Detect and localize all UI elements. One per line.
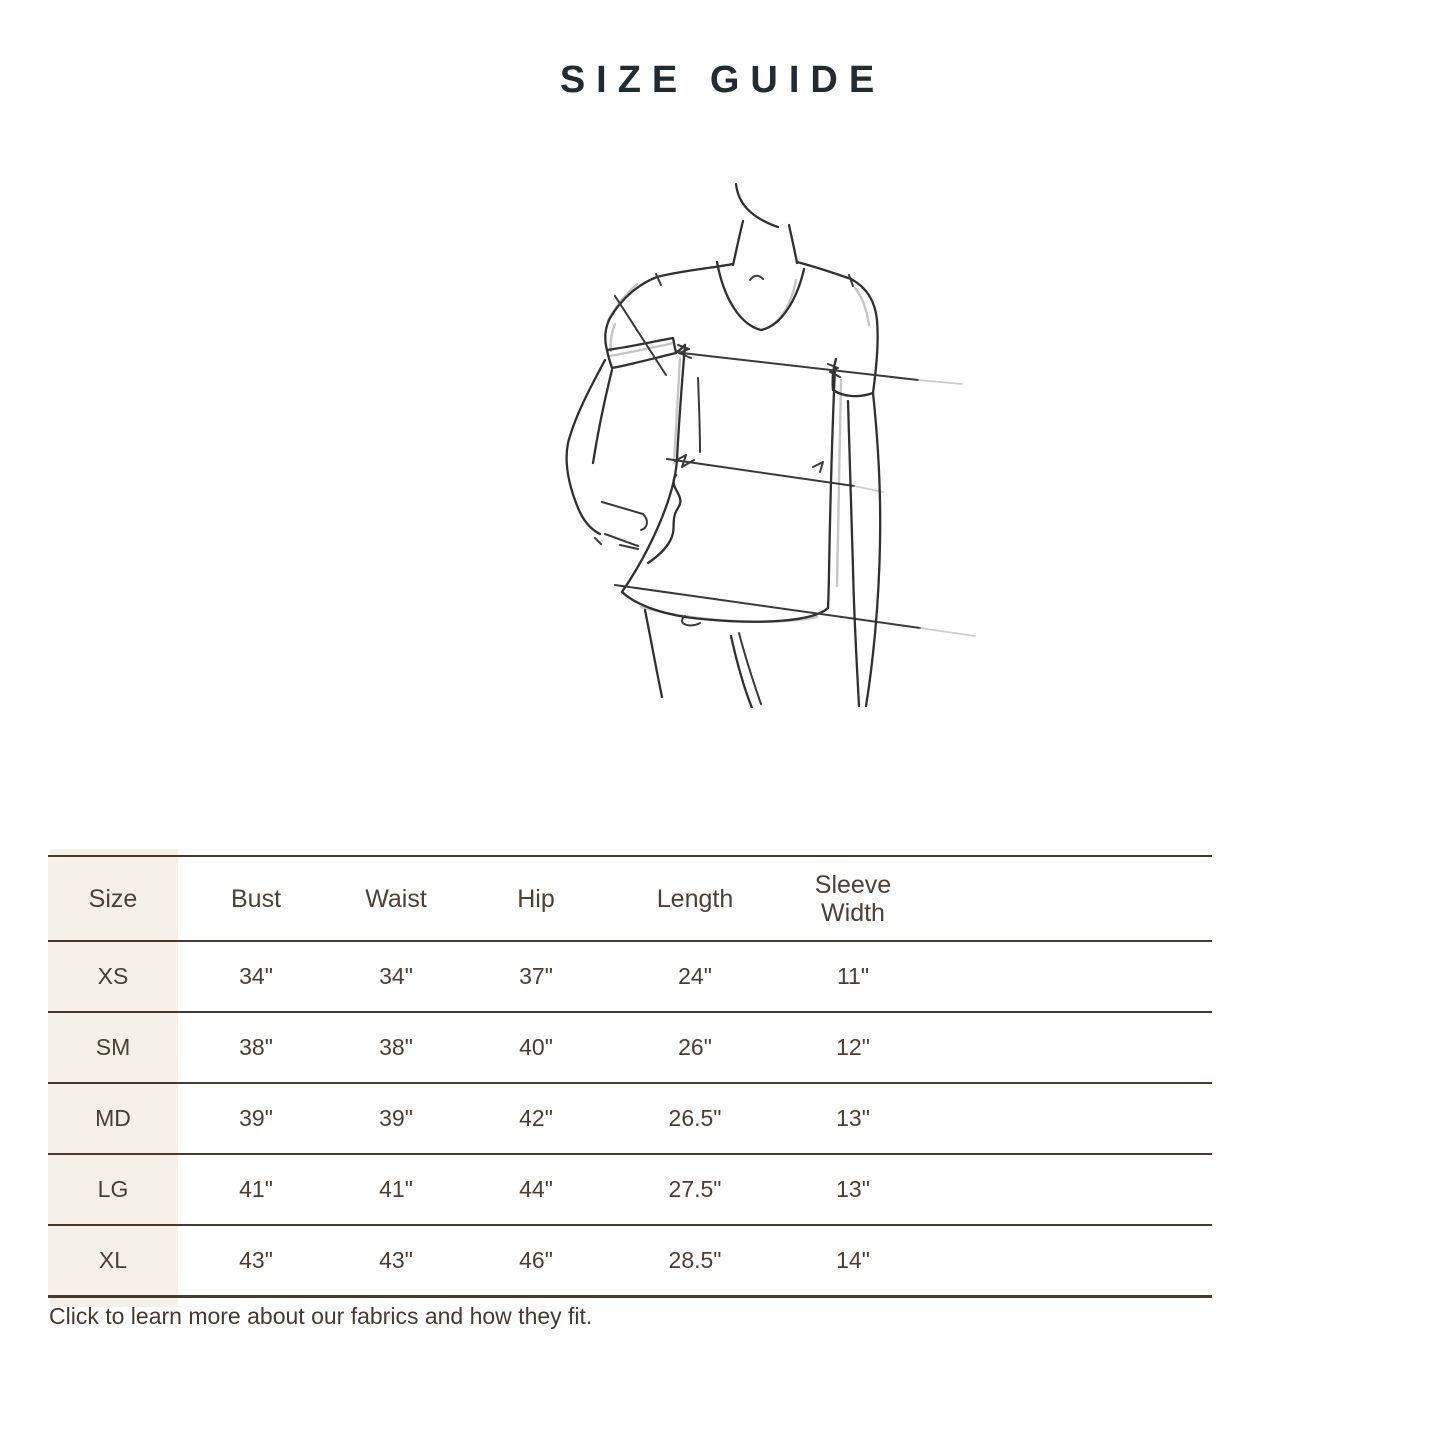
length-cell: 24" <box>678 963 712 989</box>
column-header-hip: Hip <box>517 884 555 913</box>
waist-cell: 34" <box>379 963 413 989</box>
tshirt-sketch-svg <box>545 148 1145 708</box>
size-cell: LG <box>48 1154 178 1225</box>
page-title: SIZE GUIDE <box>559 59 886 102</box>
bust-measure-line <box>678 345 962 384</box>
filler-cell <box>930 1012 1212 1083</box>
table-row-xl <box>48 1225 1212 1296</box>
hip-cell: 42" <box>519 1105 553 1131</box>
bust-cell: 41" <box>239 1176 273 1202</box>
hip-cell: 44" <box>519 1176 553 1202</box>
length-cell: 26.5" <box>668 1105 722 1131</box>
bust-cell: 34" <box>239 963 273 989</box>
size-cell: XS <box>48 941 178 1012</box>
hip-cell: 37" <box>519 963 553 989</box>
length-cell: 27.5" <box>668 1176 722 1202</box>
filler-cell <box>930 1154 1212 1225</box>
table-row-xs <box>48 941 1212 1012</box>
filler-cell <box>930 1225 1212 1296</box>
table-row-sm <box>48 1012 1212 1083</box>
size-cell: SM <box>48 1012 178 1083</box>
bust-cell: 39" <box>239 1105 273 1131</box>
sketch-left-arm-hand-on-hip <box>567 360 647 549</box>
column-header-bust: Bust <box>230 884 282 913</box>
size-guide-table <box>48 855 1212 1298</box>
column-header-length: Length <box>656 884 734 913</box>
length-cell: 28.5" <box>668 1246 722 1273</box>
waist-cell: 43" <box>379 1246 413 1273</box>
sleeve-measure-line <box>615 296 666 375</box>
length-cell: 26" <box>678 1034 712 1060</box>
hip-cell: 46" <box>519 1246 553 1273</box>
hip-cell: 40" <box>519 1034 553 1060</box>
sketch-right-arm <box>848 393 880 706</box>
sleeve-width-cell: 12" <box>836 1034 870 1060</box>
column-header-size: Size <box>48 856 178 941</box>
filler-cell <box>930 941 1212 1012</box>
fabrics-info-link[interactable]: Click to learn more about our fabrics and how they fit. <box>49 1303 593 1329</box>
sleeve-width-cell: 11" <box>836 963 870 989</box>
column-header-filler <box>930 856 1212 941</box>
waist-cell: 41" <box>379 1176 413 1202</box>
column-header-sleeve-width: Sleeve Width <box>814 870 892 927</box>
filler-cell <box>930 1083 1212 1154</box>
column-header-waist: Waist <box>365 884 427 913</box>
hip-measure-line <box>615 585 975 636</box>
size-cell: XL <box>48 1225 178 1296</box>
sketch-neck <box>733 184 797 280</box>
table-header-row <box>48 856 1212 941</box>
size-cell: MD <box>48 1083 178 1154</box>
table-row-lg <box>48 1154 1212 1225</box>
sleeve-width-cell: 13" <box>836 1105 870 1131</box>
sketch-legs <box>645 610 761 708</box>
bust-cell: 43" <box>239 1246 273 1273</box>
bust-cell: 38" <box>239 1034 273 1060</box>
sleeve-width-cell: 14" <box>836 1246 870 1273</box>
tshirt-sketch-illustration <box>545 148 1145 708</box>
waist-cell: 38" <box>379 1034 413 1060</box>
table-row-md <box>48 1083 1212 1154</box>
sleeve-width-cell: 13" <box>836 1176 870 1202</box>
waist-cell: 39" <box>379 1105 413 1131</box>
